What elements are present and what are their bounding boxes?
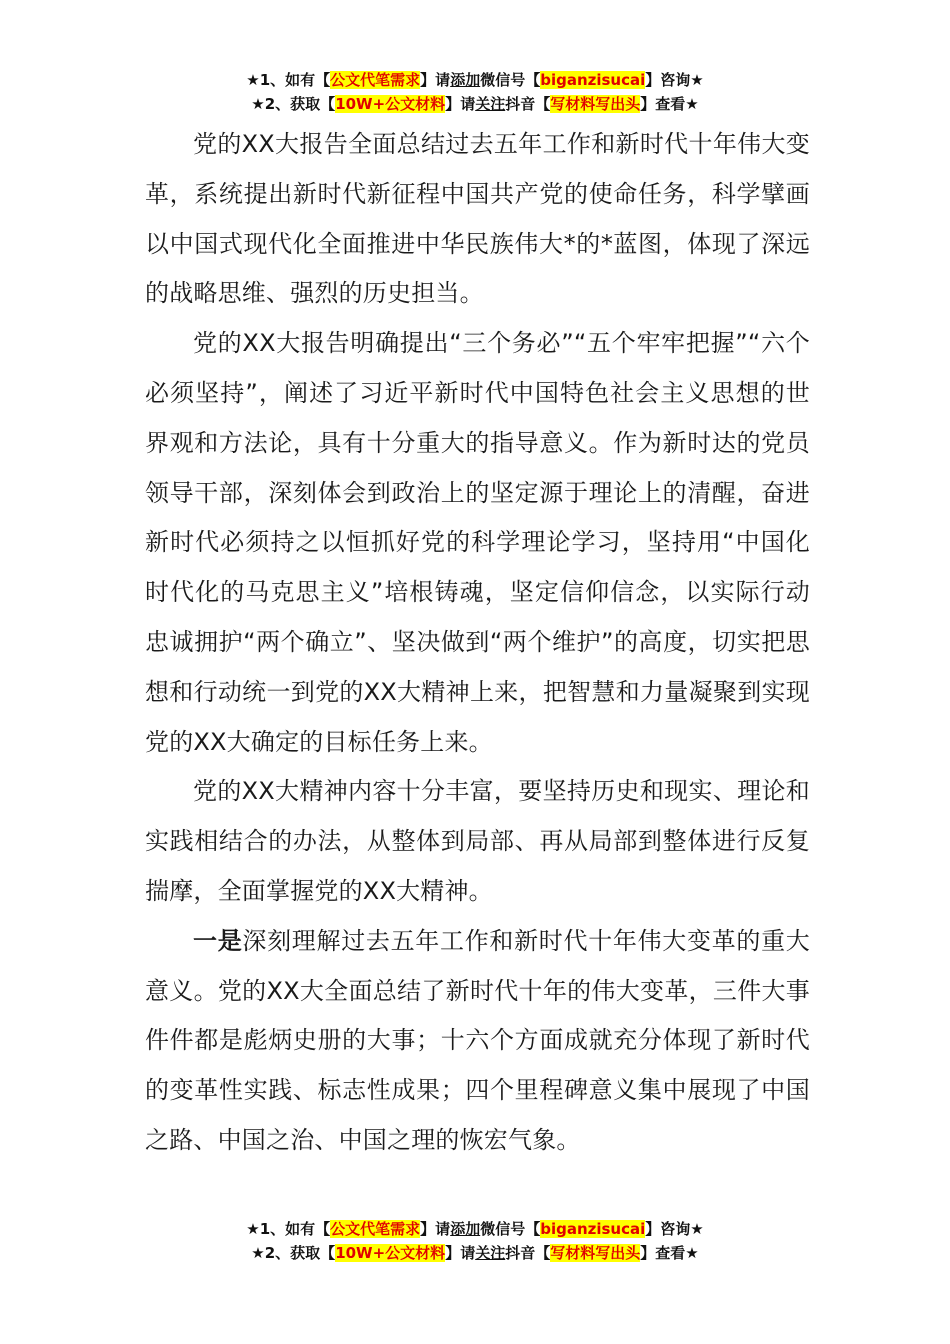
document-body — [145, 120, 810, 1166]
highlight-materials: 10W+公文材料 — [335, 95, 446, 113]
banner-line-1 — [0, 1217, 950, 1241]
banner-text: 抖音【 — [505, 95, 551, 113]
highlight-materials: 10W+公文材料 — [335, 1244, 446, 1262]
banner-text: 微信号【 — [480, 71, 541, 89]
banner-line-2 — [0, 92, 950, 116]
banner-text: 】请 — [445, 95, 476, 113]
highlight-wechat-id: biganzisucai — [540, 71, 646, 89]
banner-text: 】查看★ — [640, 1244, 699, 1262]
banner-underline: 关注 — [475, 1244, 506, 1262]
banner-underline: 关注 — [475, 95, 506, 113]
paragraph — [145, 917, 810, 1166]
highlight-service: 公文代笔需求 — [330, 71, 421, 89]
highlight-douyin: 写材料写出头 — [550, 95, 641, 113]
banner-text: ★2、获取【 — [251, 1244, 336, 1262]
paragraph: 党的XX大精神内容十分丰富，要坚持历史和现实、理论和实践相结合的办法，从整体到局部、再从局部到整体进行反复揣摩，全面掌握党的XX大精神。 — [145, 777, 810, 905]
paragraph-text: 深刻理解过去五年工作和新时代十年伟大变革的重大意义。党的XX大全面总结了新时代十年的伟大变革，三件大事件件都是彪炳史册的大事；十六个方面成就充分体现了新时代的变革性实践、标志性成果；四个里程碑意义集中展现了中国之路、中国之治、中国之理的恢宏气象。 — [145, 926, 810, 1154]
banner-text: 】咨询★ — [645, 71, 704, 89]
paragraph: 党的XX大报告明确提出“三个务必”“五个牢牢把握”“六个必须坚持”，阐述了习近平新时代中国特色社会主义思想的世界观和方法论，具有十分重大的指导意义。作为新时达的党员领导干部，深刻体会到政治上的坚定源于理论上的清醒，奋进新时代必须持之以恒抓好党的科学理论学习，坚持用“中国化时代化的马克思主义”培根铸魂，坚定信仰信念，以实际行动忠诚拥护“两个确立”、坚决做到“两个维护”的高度，切实把思想和行动统一到党的XX大精神上来，把智慧和力量凝聚到实现党的XX大确定的目标任务上来。 — [145, 329, 810, 756]
highlight-wechat-id: biganzisucai — [540, 1220, 646, 1238]
banner-text: 微信号【 — [480, 1220, 541, 1238]
banner-underline: 添加 — [450, 71, 481, 89]
paragraph: 党的XX大报告全面总结过去五年工作和新时代十年伟大变革，系统提出新时代新征程中国共产党的使命任务，科学擘画以中国式现代化全面推进中华民族伟大*的*蓝图，体现了深远的战略思维、强烈的历史担当。 — [145, 130, 810, 308]
banner-text: ★2、获取【 — [251, 95, 336, 113]
header-banner — [0, 68, 950, 116]
banner-text: ★1、如有【 — [246, 71, 331, 89]
banner-text: 】请 — [445, 1244, 476, 1262]
paragraph-lead: 一是 — [193, 926, 243, 955]
banner-text: 】请 — [420, 71, 451, 89]
footer-banner — [0, 1217, 950, 1265]
highlight-douyin: 写材料写出头 — [550, 1244, 641, 1262]
banner-text: 】咨询★ — [645, 1220, 704, 1238]
banner-line-1 — [0, 68, 950, 92]
banner-text: ★1、如有【 — [246, 1220, 331, 1238]
banner-underline: 添加 — [450, 1220, 481, 1238]
banner-text: 】查看★ — [640, 95, 699, 113]
banner-line-2 — [0, 1241, 950, 1265]
highlight-service: 公文代笔需求 — [330, 1220, 421, 1238]
banner-text: 抖音【 — [505, 1244, 551, 1262]
banner-text: 】请 — [420, 1220, 451, 1238]
